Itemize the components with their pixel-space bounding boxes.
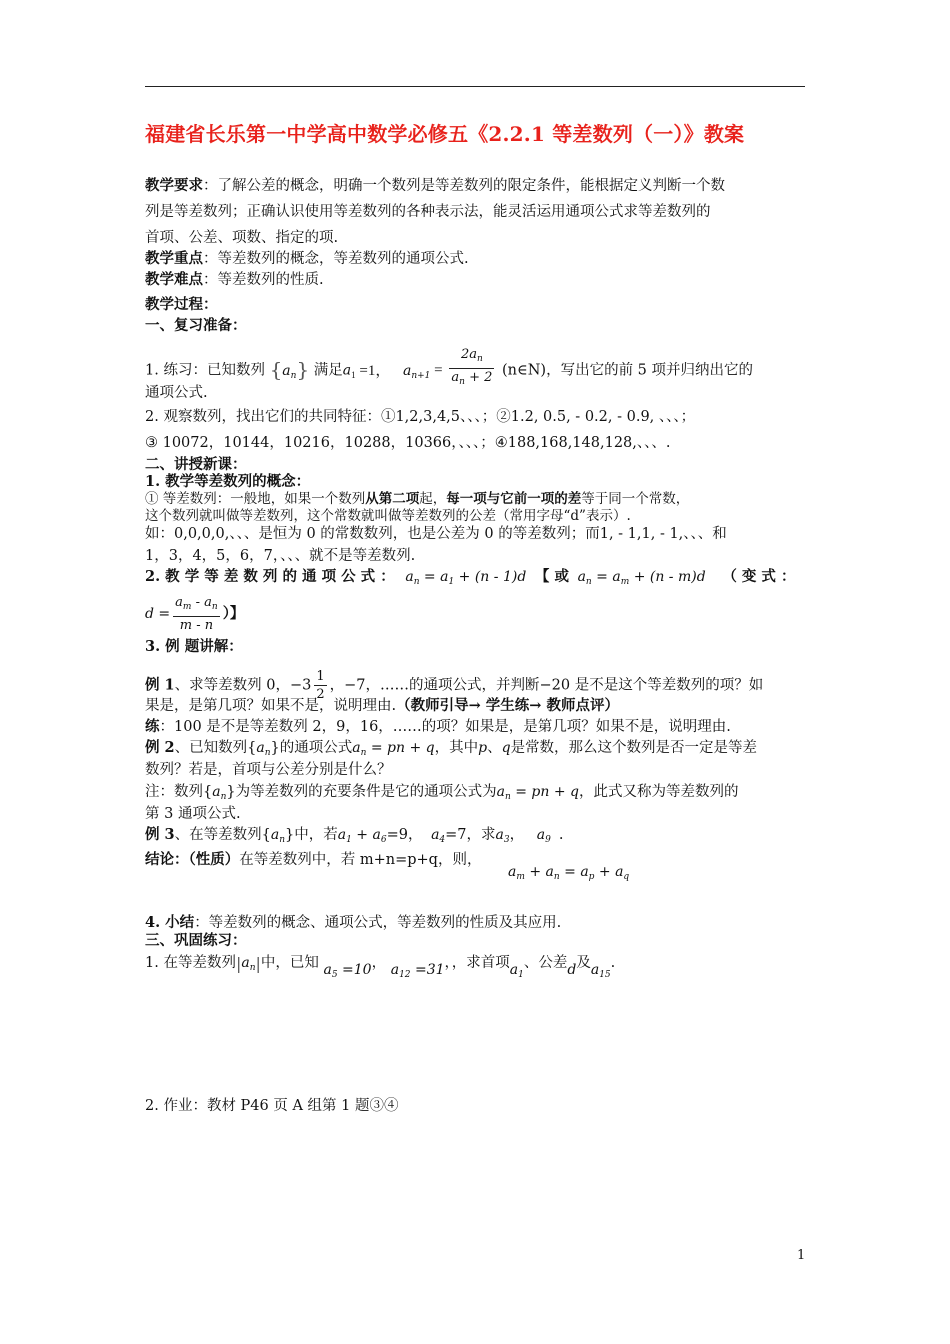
examples-heading: 3. 例 题讲解： (145, 638, 243, 655)
concept-1-heading: 1. 教学等差数列的概念： (145, 473, 311, 490)
header-rule (145, 86, 805, 87)
requirements-label: 教学要求 (145, 177, 203, 194)
section-3-heading: 三、巩固练习： (145, 932, 247, 949)
recurrence-fraction: $\frac{2a_n}{a_n + 2}$ (451, 347, 493, 387)
concept-1-line-3: 如：0,0,0,0,、、、是恒为 0 的常数数列，也是公差为 0 的等差数列；而1, - 1,1, - 1,、、、和 (145, 526, 727, 542)
practice-line: 练：100 是不是等差数列 2，9，16，……的项？如果是，是第几项？如果不是，说明理由. (145, 718, 731, 735)
common-difference-fraction: $\frac{a_m - a_n}{m - n}$ (175, 595, 218, 633)
homework-line: 2. 作业：教材 P46 页 A 组第 1 题③④ (145, 1098, 399, 1114)
one-half-fraction: $\frac{1}{2}$ (316, 669, 325, 702)
difficulty-line: 教学难点：等差数列的性质. (145, 271, 324, 288)
example-1-line-2: 果是，是第几项？如果不是，说明理由.（教师引导→ 学生练→ 教师点评） (145, 697, 620, 714)
example-1-line-1: 例 1、求等差数列 0，−3 $\frac{1}{2}$ ，−7，……的通项公式，并判断−20 是不是这个等差数列的项？如 (145, 669, 764, 702)
document-title: 福建省长乐第一中学高中数学必修五《2.2.1 等差数列（一）》教案 (145, 122, 745, 146)
concept-1-line-1: ① 等差数列：一般地，如果一个数列从第二项起，每一项与它前一项的差等于同一个常数， (145, 491, 690, 507)
requirements-line-3: 首项、公差、项数、指定的项. (145, 230, 339, 246)
example-3-line: 例 3、在等差数列$\{a_n\}$中，若$a_1 + a_6=9$， $a_4=7$，求$a_3$， $a_9$ . (145, 826, 564, 845)
exercise-1-line: 1. 练习：已知数列 $\{a_n\}$ 满足$a_1 =1$， $a_{n+1}$ = $\frac{2a_n}{a_n + 2}$ (n∈N)，写出它的前 5 项并归纳出它的 (145, 348, 753, 393)
example-2-line-1: 例 2、已知数列$\{a_n\}$的通项公式$a_n$ = pn + q，其中p、q是常数，那么这个数列是否一定是等差 (145, 739, 758, 758)
note-line-1: 注：数列$\{a_n\}$为等差数列的充要条件是它的通项公式为$a_n$ = pn + q，此式又称为等差数列的 (145, 784, 739, 802)
general-term-variant: d = $\frac{a_m - a_n}{m - n}$ ）】 (145, 595, 245, 633)
exercise-2-line-1: 2. 观察数列，找出它们的共同特征：①1,2,3,4,5、、、；②1.2, 0.5, - 0.2, - 0.9, 、、、； (145, 409, 696, 425)
section-1-heading: 一、复习准备： (145, 317, 247, 334)
example-2-line-2: 数列？若是，首项与公差分别是什么？ (145, 762, 392, 778)
concept-1-line-2: 这个数列就叫做等差数列，这个常数就叫做等差数列的公差（常用字母“d”表示）. (145, 508, 631, 524)
general-term-line: 2. 教 学 等 差 数 列 的 通 项 公 式 ： $a_n = a_1 + (n - 1)d$ 【 或 $a_n = a_m + (n - m)d$ （ 变 式 ： (145, 568, 796, 587)
summary-line: 4. 小结：等差数列的概念、通项公式，等差数列的性质及其应用. (145, 914, 562, 931)
conclusion-line: 结论：（性质）在等差数列中，若 m+n=p+q，则， (145, 851, 482, 868)
practice-1-line: 1. 在等差数列$|a_n|$中，已知 $a_5 =10$， $a_{12} =31$，，求首项$a_1$、公差d及$a_{15}$. (145, 954, 616, 980)
property-formula: $a_m + a_n = a_p + a_q$ (508, 864, 630, 882)
requirements-line-1: 教学要求：了解公差的概念，明确一个数列是等差数列的限定条件，能根据定义判断一个数 (145, 177, 725, 194)
concept-1-line-4: 1，3，4，5，6，7，、、、就不是等差数列. (145, 548, 416, 564)
page-number: 1 (797, 1248, 806, 1263)
exercise-2-line-2: ③ 10072，10144，10216，10288，10366，、、、；④188,168,148,128,、、、. (145, 435, 671, 451)
section-2-heading: 二、讲授新课： (145, 456, 247, 473)
requirements-line-2: 列是等差数列；正确认识使用等差数列的各种表示法，能灵活运用通项公式求等差数列的 (145, 204, 711, 220)
key-points-label: 教学重点 (145, 250, 203, 267)
key-points-line: 教学重点：等差数列的概念，等差数列的通项公式. (145, 250, 469, 267)
process-heading: 教学过程： (145, 296, 218, 313)
difficulty-label: 教学难点 (145, 271, 203, 288)
note-line-2: 第 3 通项公式. (145, 806, 241, 822)
exercise-1-line-2: 通项公式. (145, 385, 208, 401)
